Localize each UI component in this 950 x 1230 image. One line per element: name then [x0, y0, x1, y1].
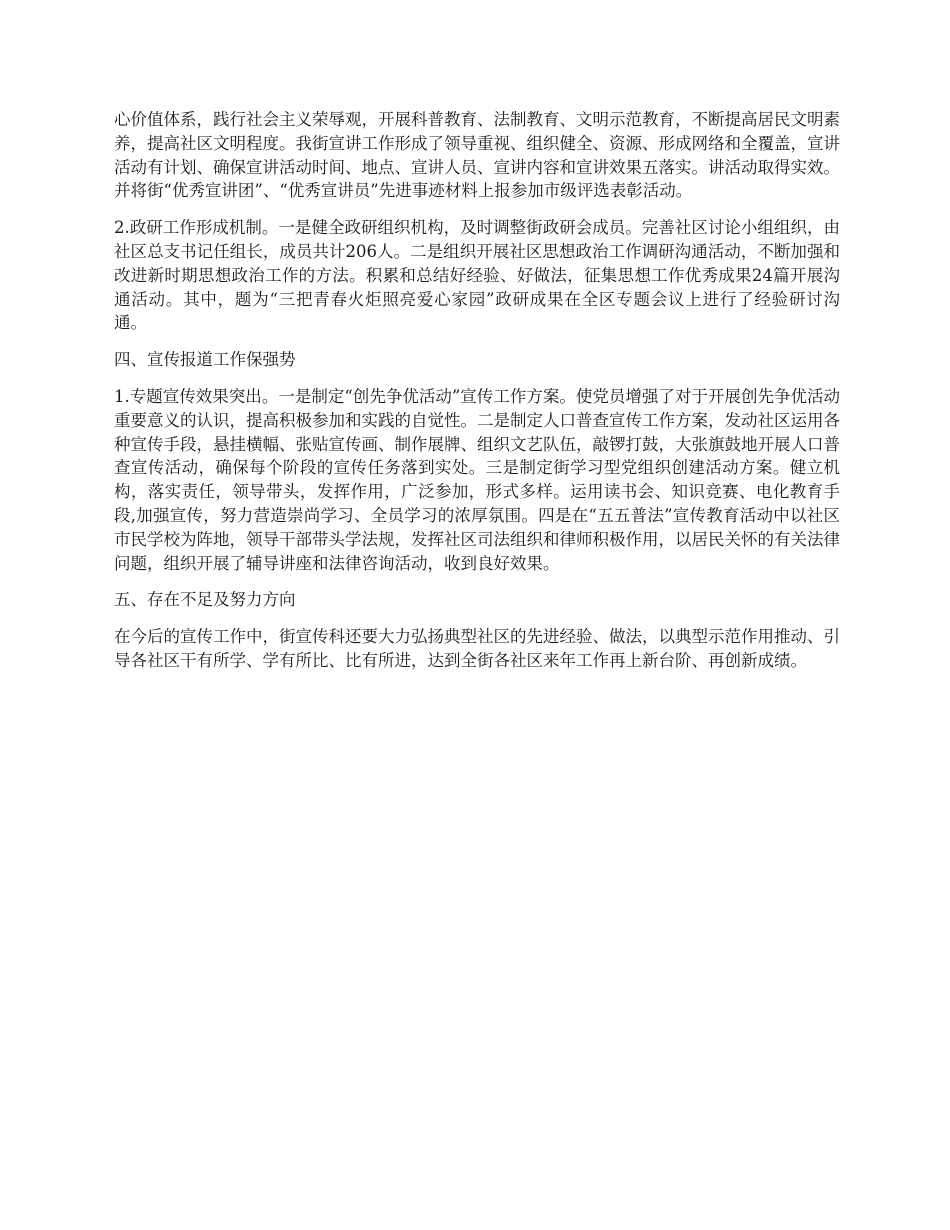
- paragraph-core-values: 心价值体系，践行社会主义荣辱观，开展科普教育、法制教育、文明示范教育，不断提高居民文明素养，提高社区文明程度。我街宣讲工作形成了领导重视、组织健全、资源、形成网络和全覆盖，宣讲活动有计划、确保宣讲活动时间、地点、宣讲人员、宣讲内容和宣讲效果五落实。讲活动取得实效。并将街“优秀宣讲团”、“优秀宣讲员”先进事迹材料上报参加市级评选表彰活动。: [114, 110, 840, 201]
- paragraph-future-work: 在今后的宣传工作中，街宣传科还要大力弘扬典型社区的先进经验、做法，以典型示范作用推动、引导各社区干有所学、学有所比、比有所进，达到全街各社区来年工作再上新台阶、再创新成绩。: [114, 627, 840, 670]
- section-heading-shortcomings: 五、存在不足及努力方向: [114, 590, 296, 610]
- document-page: [114, 108, 840, 686]
- paragraph-special-publicity: 1.专题宣传效果突出。一是制定“创先争优活动”宣传工作方案。使党员增强了对于开展创先争优活动重要意义的认识，提高积极参加和实践的自觉性。二是制定人口普查宣传工作方案，发动社区运用各种宣传手段，悬挂横幅、张贴宣传画、制作展牌、组织文艺队伍，敲锣打鼓，大张旗鼓地开展人口普查宣传活动，确保每个阶段的宣传任务落到实处。三是制定街学习型党组织创建活动方案。健立机构，落实责任，领导带头，发挥作用，广泛参加，形式多样。运用读书会、知识竞赛、电化教育手段,加强宣传，努力营造崇尚学习、全员学习的浓厚氛围。四是在“五五普法”宣传教育活动中以社区市民学校为阵地，领导干部带头学法规，发挥社区司法组织和律师积极作用，以居民关怀的有关法律问题，组织开展了辅导讲座和法律咨询活动，收到良好效果。: [114, 386, 840, 573]
- section-heading-publicity: 四、宣传报道工作保强势: [114, 350, 296, 370]
- paragraph-policy-research: 2.政研工作形成机制。一是健全政研组织机构，及时调整街政研会成员。完善社区讨论小组组织，由社区总支书记任组长，成员共计206人。二是组织开展社区思想政治工作调研沟通活动，不断加强和改进新时期思想政治工作的方法。积累和总结好经验、好做法，征集思想工作优秀成果24篇开展沟通活动。其中，题为“三把青春火炬照亮爱心家园”政研成果在全区专题会议上进行了经验研讨沟通。: [114, 218, 840, 333]
